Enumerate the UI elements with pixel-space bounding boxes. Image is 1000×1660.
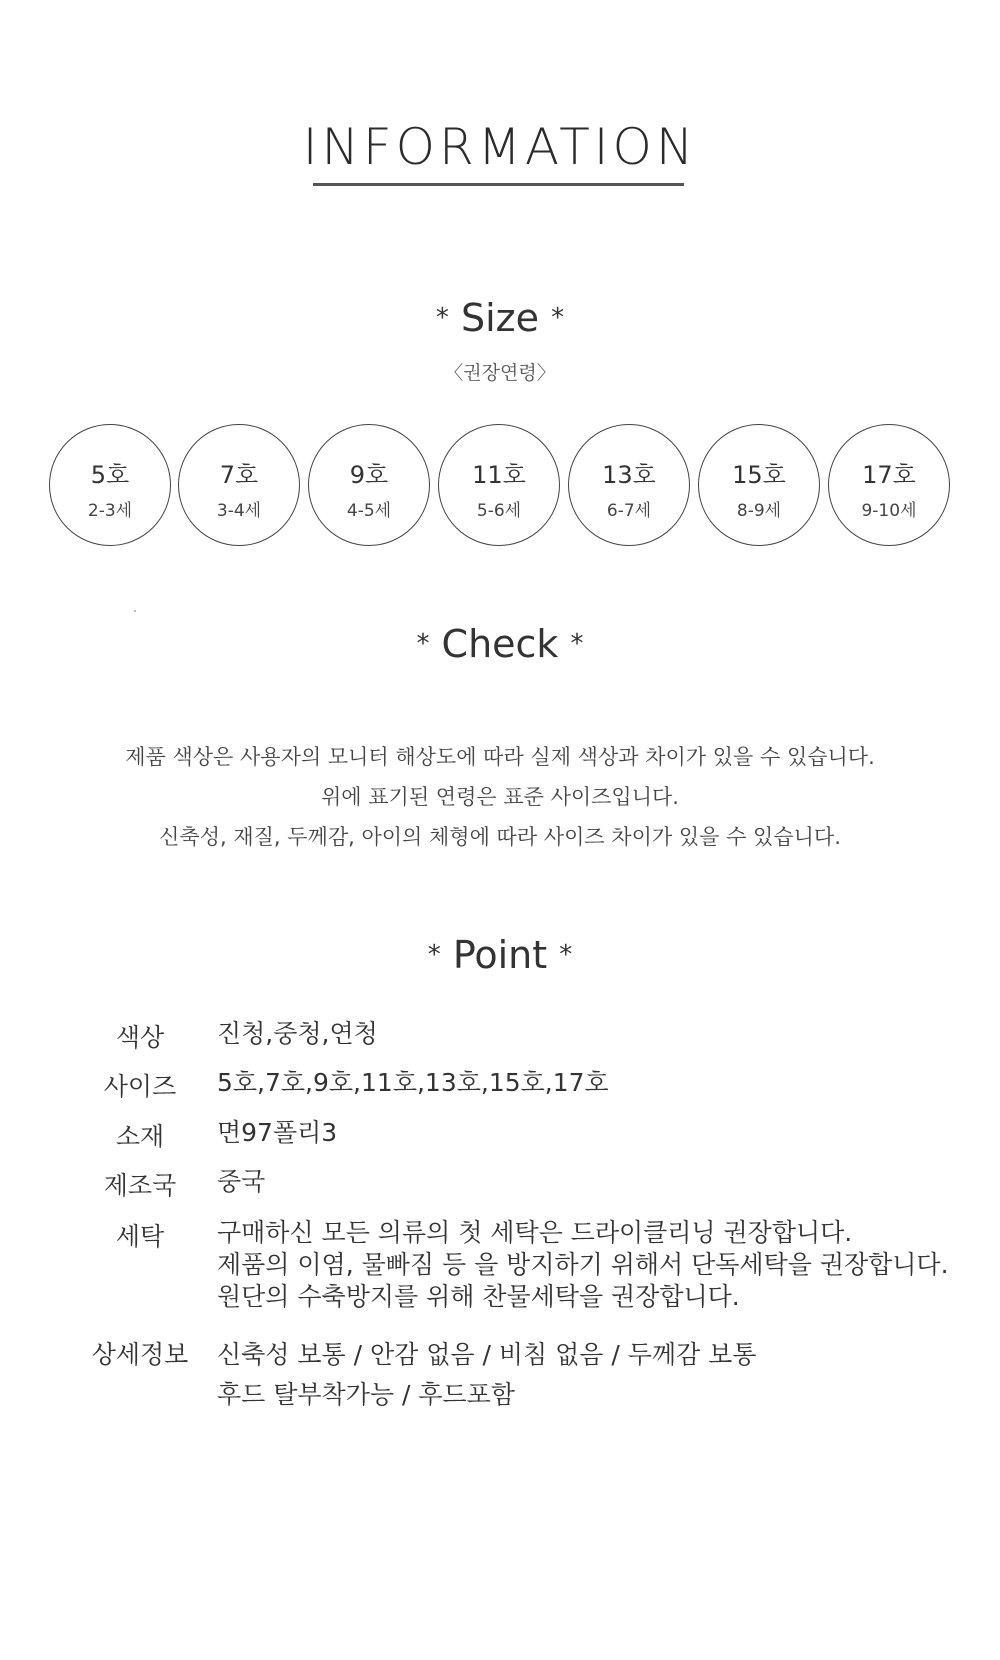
decorative-dot xyxy=(134,610,136,612)
spec-value-line: 후드 탈부착가능 / 후드포함 xyxy=(217,1380,515,1409)
page-title: INFORMATION xyxy=(302,118,698,176)
point-heading-text: Point xyxy=(452,933,548,977)
check-notice-list xyxy=(0,737,1000,857)
asterisk-icon: * xyxy=(427,939,441,970)
spec-label: 소재 xyxy=(115,1122,165,1151)
spec-value-line: 원단의 수축방지를 위해 찬물세탁을 권장합니다. xyxy=(217,1282,740,1311)
asterisk-icon: * xyxy=(416,628,430,659)
spec-value xyxy=(217,1117,977,1149)
asterisk-icon: * xyxy=(559,939,573,970)
size-number: 5호 xyxy=(90,461,130,489)
spec-label: 사이즈 xyxy=(103,1072,177,1101)
spec-value xyxy=(217,1166,977,1198)
check-heading xyxy=(0,622,1000,666)
size-circle xyxy=(178,424,300,546)
size-number: 7호 xyxy=(219,461,259,489)
size-number: 15호 xyxy=(732,461,786,489)
size-circle xyxy=(438,424,560,546)
asterisk-icon: * xyxy=(570,628,584,659)
check-notice-line: 신축성, 재질, 두께감, 아이의 체형에 따라 사이즈 차이가 있을 수 있습니다. xyxy=(159,825,841,849)
point-heading xyxy=(0,933,1000,977)
size-number: 11호 xyxy=(472,461,526,489)
title-underline xyxy=(313,183,684,186)
spec-value-line: 제품의 이염, 물빠짐 등 을 방지하기 위해서 단독세탁을 권장합니다. xyxy=(217,1250,949,1279)
spec-value-line: 중국 xyxy=(217,1167,266,1196)
size-age: 2-3세 xyxy=(87,501,133,521)
size-circle xyxy=(698,424,820,546)
check-notice-line: 위에 표기된 연령은 표준 사이즈입니다. xyxy=(321,785,679,809)
check-notice-line: 제품 색상은 사용자의 모니터 해상도에 따라 실제 색상과 차이가 있을 수 있습니다. xyxy=(125,745,875,769)
size-circle-list xyxy=(0,424,1000,554)
size-circle xyxy=(308,424,430,546)
size-age: 5-6세 xyxy=(476,501,522,521)
size-heading xyxy=(0,296,1000,340)
size-heading-text: Size xyxy=(460,296,539,340)
size-age: 9-10세 xyxy=(861,501,917,521)
spec-value xyxy=(217,1067,977,1099)
size-age: 3-4세 xyxy=(216,501,262,521)
spec-value-line: 면97폴리3 xyxy=(217,1118,338,1147)
spec-value-line: 신축성 보통 / 안감 없음 / 비침 없음 / 두께감 보통 xyxy=(217,1340,757,1369)
check-heading-text: Check xyxy=(441,622,559,666)
size-circle xyxy=(568,424,690,546)
spec-label: 색상 xyxy=(115,1023,165,1052)
size-number: 13호 xyxy=(602,461,656,489)
asterisk-icon: * xyxy=(435,302,449,333)
spec-label: 제조국 xyxy=(103,1171,177,1200)
size-number: 17호 xyxy=(862,461,916,489)
spec-value xyxy=(217,1018,977,1050)
spec-label: 상세정보 xyxy=(91,1340,189,1369)
spec-value-line: 5호,7호,9호,11호,13호,15호,17호 xyxy=(217,1068,609,1097)
spec-value xyxy=(217,1335,977,1415)
spec-value xyxy=(217,1217,977,1313)
size-age: 8-9세 xyxy=(736,501,782,521)
recommended-age-subheading: 〈권장연령〉 xyxy=(444,362,556,384)
size-circle xyxy=(828,424,950,546)
size-number: 9호 xyxy=(349,461,389,489)
asterisk-icon: * xyxy=(551,302,565,333)
spec-label: 세탁 xyxy=(115,1222,165,1251)
size-age: 6-7세 xyxy=(606,501,652,521)
spec-value-line: 구매하신 모든 의류의 첫 세탁은 드라이클리닝 권장합니다. xyxy=(217,1218,853,1247)
size-age: 4-5세 xyxy=(346,501,392,521)
size-circle xyxy=(49,424,171,546)
spec-value-line: 진청,중청,연청 xyxy=(217,1019,378,1048)
